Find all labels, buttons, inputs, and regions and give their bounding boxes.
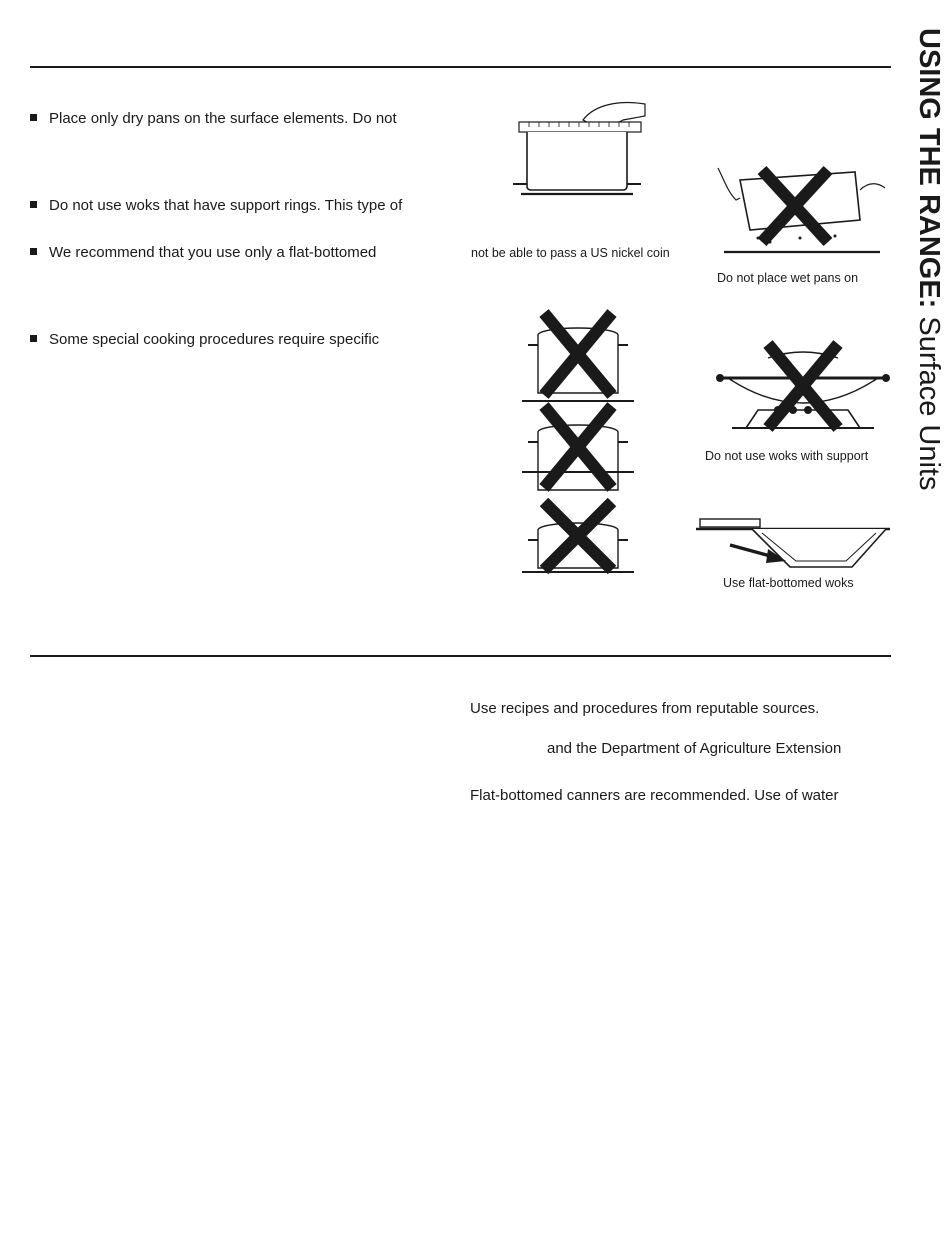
wok-ring-illustration	[718, 338, 888, 438]
flat-wok-illustration	[696, 515, 890, 575]
pot-illustration-2	[520, 402, 638, 502]
bullet-square-icon	[30, 114, 37, 121]
top-rule	[30, 66, 891, 68]
wok-ring-caption: Do not use woks with support	[705, 449, 869, 463]
pot-illustration-1	[520, 305, 638, 405]
flat-wok-caption: Use flat-bottomed woks	[723, 576, 854, 590]
bullet-square-icon	[30, 201, 37, 208]
ruler-pan-illustration	[505, 98, 655, 202]
bullet-woks-rings: Do not use woks that have support rings. This type of	[30, 197, 402, 215]
bullet-square-icon	[30, 335, 37, 342]
canning-line-2: and the Department of Agriculture Extension	[547, 740, 842, 757]
canning-line-3: Flat-bottomed canners are recommended. Use of water	[470, 787, 839, 804]
pot-illustration-3	[520, 500, 638, 600]
side-title-light: Surface Units	[913, 308, 945, 491]
side-title	[913, 28, 945, 490]
side-title-bold: USING THE RANGE:	[913, 28, 945, 309]
bullet-flat-bottomed: We recommend that you use only a flat-bottomed	[30, 244, 376, 262]
ruler-caption: not be able to pass a US nickel coin	[471, 246, 670, 260]
section2-rule	[30, 655, 891, 657]
bullet-dry-pans: Place only dry pans on the surface elements. Do not	[30, 110, 397, 128]
bullet-special-cooking: Some special cooking procedures require specific	[30, 331, 379, 349]
wet-pan-caption: Do not place wet pans on	[717, 271, 859, 285]
canning-line-1: Use recipes and procedures from reputable sources.	[470, 700, 820, 717]
wet-pan-illustration	[710, 150, 890, 260]
bullet-square-icon	[30, 248, 37, 255]
